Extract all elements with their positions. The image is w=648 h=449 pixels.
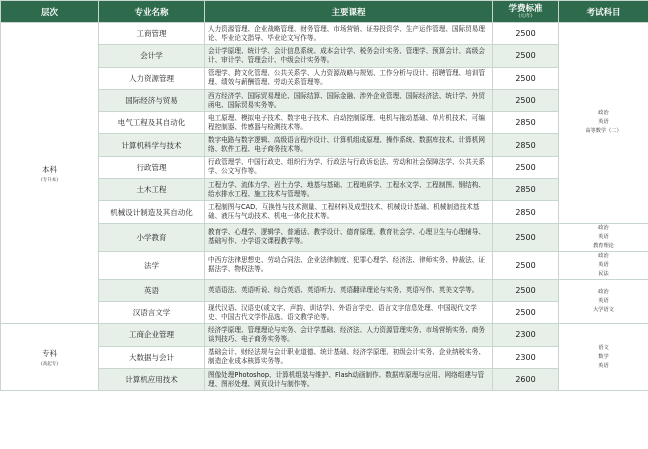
major-name: 汉语言文学 — [99, 301, 205, 323]
major-courses: 中西方法律思想史、劳动合同法、企业法律制度、犯罪心理学、经济法、律师实务、仲裁法、证据法学、物权法等。 — [205, 251, 493, 279]
major-name: 国际经济与贸易 — [99, 89, 205, 111]
major-courses: 经济学原理、管理理论与实务、会计学基础、经济法、人力资源管理实务、市场营销实务、商务谈判技巧、电子商务实务等。 — [205, 324, 493, 346]
table-row — [1, 346, 648, 368]
tuition-fee: 2500 — [493, 156, 559, 178]
major-name: 法学 — [99, 251, 205, 279]
table-row — [1, 134, 648, 156]
table-row — [1, 45, 648, 67]
major-courses: 人力资源管理、企业战略管理、财务管理、市场营销、证券投资学、生产运作管理、国际贸易理论、毕业论文指导、毕业论文写作等。 — [205, 23, 493, 45]
exam-subjects — [559, 324, 648, 391]
level-cell — [1, 324, 99, 391]
exam-subject: 教育理论 — [593, 242, 614, 249]
exam-subject: 政治 — [598, 252, 609, 259]
major-courses: 管理学、跨文化管理、公共关系学、人力资源战略与规划、工作分析与设计、招聘管理、培训管理、绩效与薪酬管理、劳动关系管理等。 — [205, 67, 493, 89]
header-exam: 考试科目 — [559, 1, 648, 23]
table-row — [1, 156, 648, 178]
tuition-fee: 2300 — [493, 324, 559, 346]
level-note: (专升本) — [40, 177, 58, 183]
exam-subject: 英语 — [598, 261, 609, 268]
tuition-fee: 2500 — [493, 301, 559, 323]
exam-subject: 英语 — [598, 297, 609, 304]
major-name: 人力资源管理 — [99, 67, 205, 89]
header-major: 专业名称 — [99, 1, 205, 23]
major-name: 英语 — [99, 279, 205, 301]
major-name: 计算机应用技术 — [99, 368, 205, 390]
tuition-fee: 2850 — [493, 179, 559, 201]
major-courses: 电工原理、模拟电子技术、数字电子技术、自动控制原理、电机与拖动基础、单片机技术、可编程控制器、传感器与检测技术等。 — [205, 112, 493, 134]
level-label: 专科 — [42, 348, 57, 358]
major-courses: 现代汉语、汉语史(或文字、声韵、训诂学)、外语言学史、语言文字信息处理、中国现代文学史、中国古代文学作品选、语文教学论等。 — [205, 301, 493, 323]
table-row — [1, 368, 648, 390]
tuition-fee: 2850 — [493, 112, 559, 134]
major-courses: 西方经济学、国际贸易理论、国际结算、国际金融、涉外企业管理、国际经济法、统计学、外贸函电、国际贸易实务等。 — [205, 89, 493, 111]
table-row — [1, 23, 648, 45]
tuition-fee: 2500 — [493, 67, 559, 89]
major-courses: 工程力学、流体力学、岩土力学、地基与基础、工程地质学、工程水文学、工程制图、钢结构、给水排水工程、施工技术与管理等。 — [205, 179, 493, 201]
exam-subject: 英语 — [598, 362, 609, 369]
exam-subjects — [559, 279, 648, 324]
tuition-fee: 2850 — [493, 134, 559, 156]
exam-subject: 政治 — [598, 110, 609, 117]
major-courses: 行政管理学、中国行政史、组织行为学、行政法与行政诉讼法、劳动和社会保障法学、公共关系学、公文写作等。 — [205, 156, 493, 178]
major-name: 会计学 — [99, 45, 205, 67]
major-name: 土木工程 — [99, 179, 205, 201]
major-name: 大数据与会计 — [99, 346, 205, 368]
major-courses: 教育学、心理学、逻辑学、普通话、教学设计、德育原理、教育社会学、心理卫生与心理辅导、基础写作、小学语文课程教学等。 — [205, 223, 493, 251]
major-name: 工商企业管理 — [99, 324, 205, 346]
exam-subject: 政治 — [598, 288, 609, 295]
table-row — [1, 251, 648, 279]
table-row — [1, 301, 648, 323]
level-cell — [1, 23, 99, 324]
tuition-fee: 2500 — [493, 23, 559, 45]
table-row — [1, 67, 648, 89]
tuition-fee: 2500 — [493, 45, 559, 67]
table-row — [1, 279, 648, 301]
level-note: (高起专) — [40, 361, 58, 367]
major-name: 行政管理 — [99, 156, 205, 178]
table-row — [1, 89, 648, 111]
table-row — [1, 324, 648, 346]
tuition-fee: 2300 — [493, 346, 559, 368]
major-courses: 工程制图与CAD、互换性与技术测量、工程材料及成型技术、机械设计基础、机械制造技术基础、液压与气动技术、机电一体化技术等。 — [205, 201, 493, 223]
exam-subject: 数学 — [598, 353, 609, 360]
major-name: 计算机科学与技术 — [99, 134, 205, 156]
exam-subjects — [559, 223, 648, 251]
exam-subjects — [559, 23, 648, 224]
table-row — [1, 223, 648, 251]
exam-subject: 语文 — [598, 344, 609, 351]
major-courses: 数字电路与数字逻辑、高级语言程序设计、计算机组成原理、操作系统、数据库技术、计算机网络、软件工程、电子商务技术等。 — [205, 134, 493, 156]
table-header-row — [1, 1, 648, 23]
major-name: 工商管理 — [99, 23, 205, 45]
tuition-fee: 2600 — [493, 368, 559, 390]
major-name: 机械设计制造及其自动化 — [99, 201, 205, 223]
header-level: 层次 — [1, 1, 99, 23]
major-courses: 会计学原理、统计学、会计信息系统、成本会计学、税务会计实务、管理学、预算会计、高级会计、审计学、管理会计、中级会计实务等。 — [205, 45, 493, 67]
exam-subject: 民法 — [598, 270, 609, 277]
major-courses: 图像处理Photoshop、计算机组装与维护、Flash动画制作、数据库原理与应用、网络组建与管理、图形处理、网页设计与制作等。 — [205, 368, 493, 390]
exam-subject: 政治 — [598, 224, 609, 231]
header-fee — [493, 1, 559, 23]
header-fee-label: 学费标准 — [508, 3, 543, 14]
header-courses: 主要课程 — [205, 1, 493, 23]
exam-subject: 高等数学（二） — [585, 128, 622, 135]
tuition-fee: 2500 — [493, 279, 559, 301]
exam-subjects — [559, 251, 648, 279]
exam-subject: 英语 — [598, 233, 609, 240]
tuition-fee: 2500 — [493, 89, 559, 111]
major-courses: 基础会计、财经法规与会计职业道德、统计基础、经济学原理、初级会计实务、企业纳税实务、制造企业成本核算实务等。 — [205, 346, 493, 368]
exam-subject: 英语 — [598, 119, 609, 126]
table-row — [1, 201, 648, 223]
table-body — [1, 23, 648, 391]
tuition-fee: 2500 — [493, 223, 559, 251]
exam-subject: 大学语文 — [593, 306, 614, 313]
tuition-fee: 2500 — [493, 251, 559, 279]
major-name: 电气工程及其自动化 — [99, 112, 205, 134]
level-label: 本科 — [42, 164, 57, 174]
tuition-fee: 2850 — [493, 201, 559, 223]
header-fee-unit: (元/年) — [518, 13, 533, 19]
table-row — [1, 179, 648, 201]
table-row — [1, 112, 648, 134]
major-name: 小学教育 — [99, 223, 205, 251]
major-courses: 英语语法、英语听说、综合英语、英语听力、英语翻译理论与实务、英语写作、英美文学等。 — [205, 279, 493, 301]
